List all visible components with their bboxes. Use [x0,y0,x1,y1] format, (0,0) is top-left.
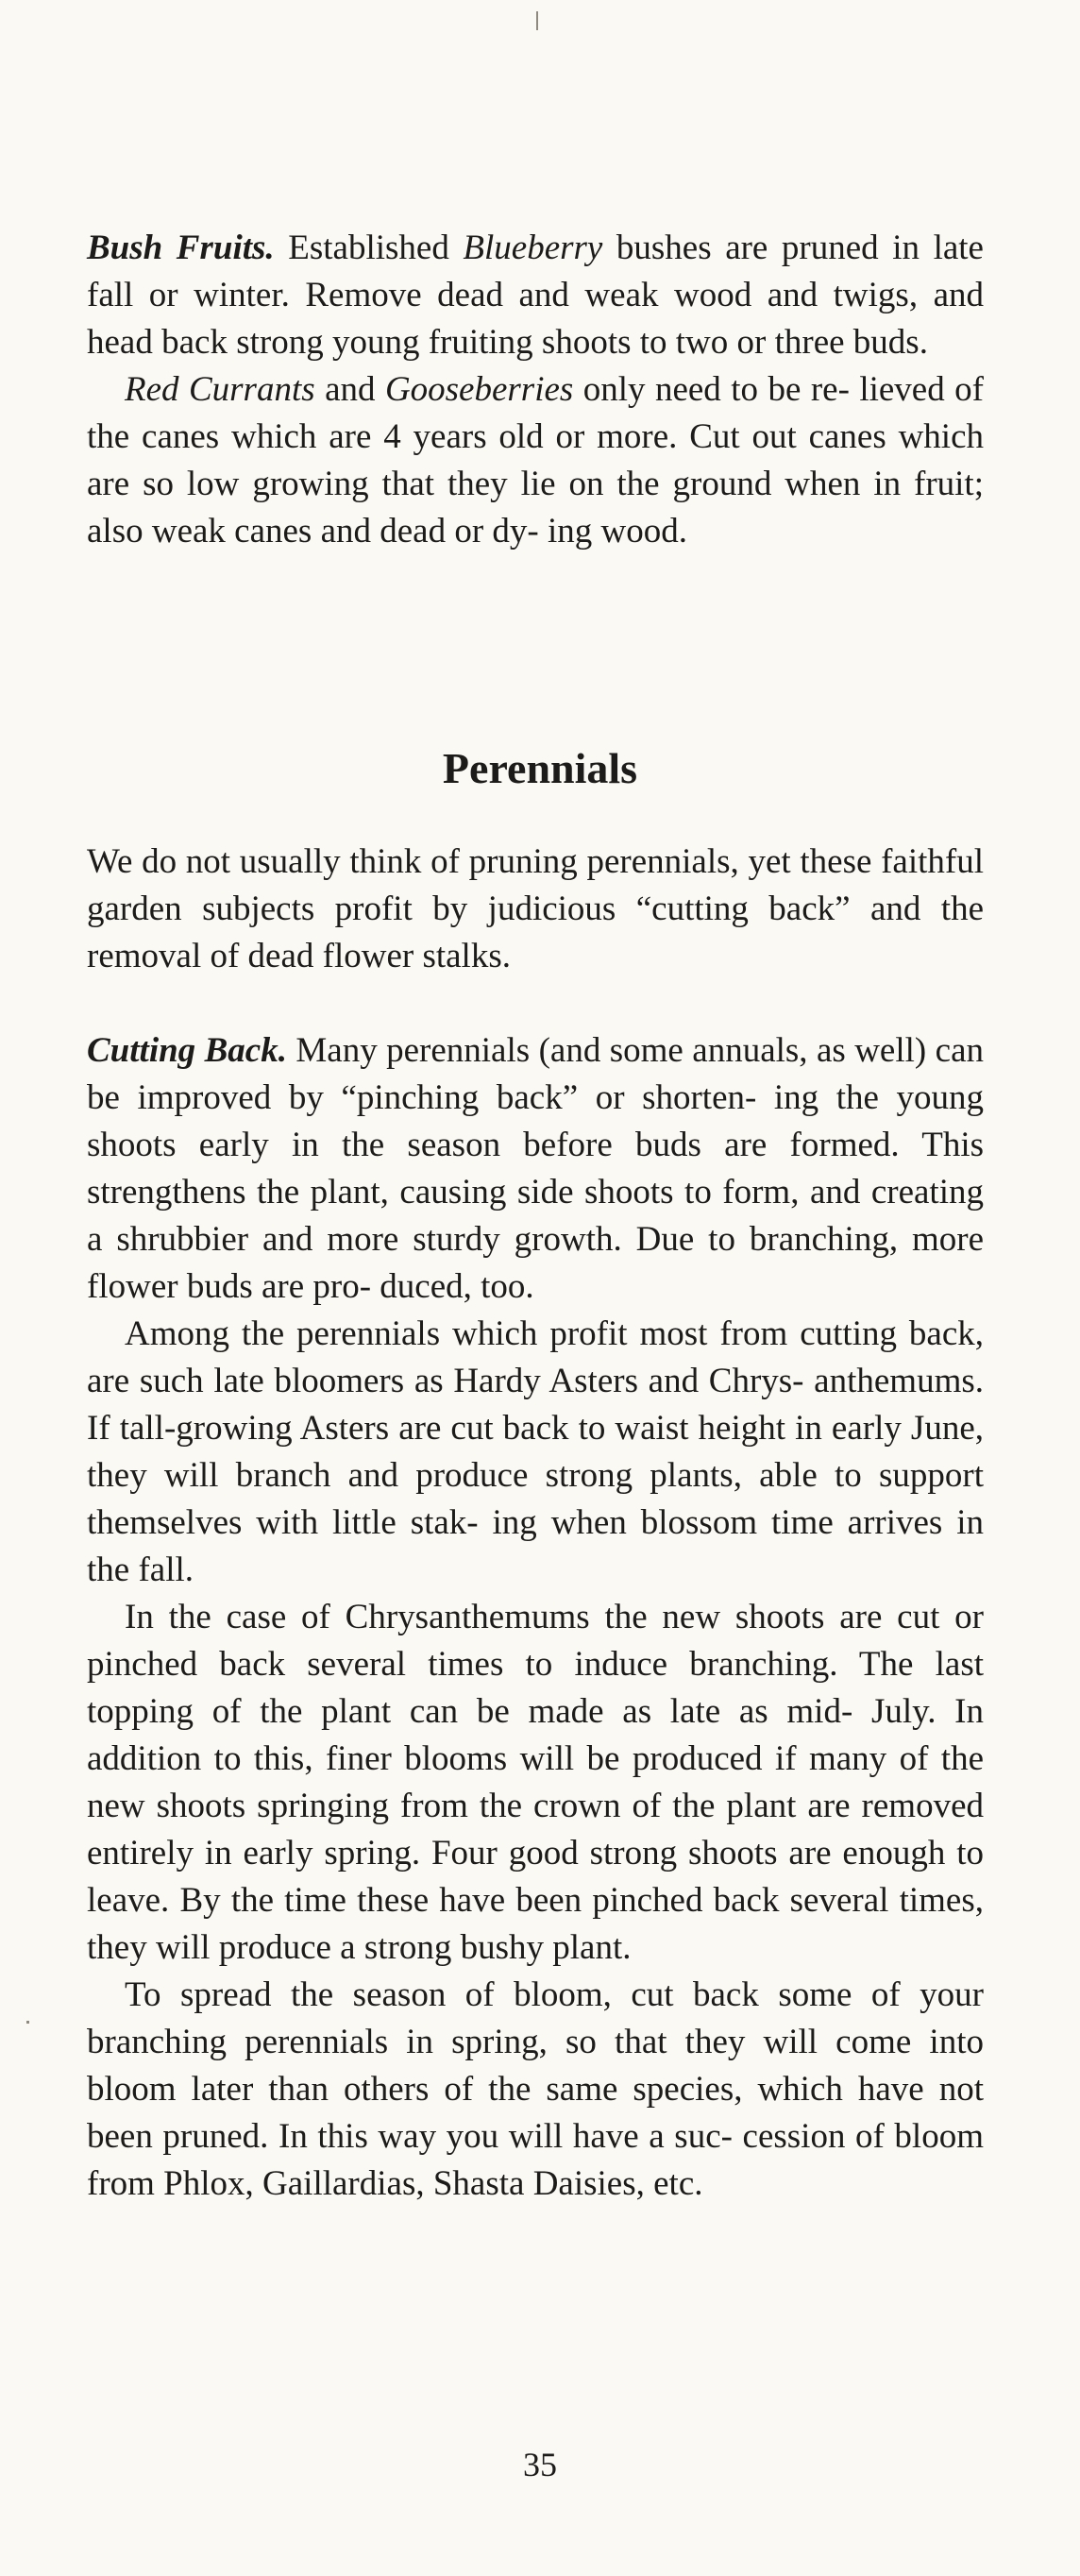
cutting-back-paragraph: Cutting Back. Many perennials (and some annuals, as well) can be improved by “pinching back” or shorten- ing the young shoots early in the season before buds are formed. This strengthens the plant, causing side shoots to form, and creating a shrubbier and more sturdy growth. Due to branching, more flower buds are pro- duced, too. [87,1031,984,1306]
section-lead-cutting-back: Cutting Back. [87,1031,287,1070]
currants-paragraph: Red Currants and Gooseberries only need to be re- lieved of the canes which are 4 years old or more. Cut out canes which are so low growing that they lie on the ground when in fruit; also weak canes and dead or dy- ing wood. [87,370,984,551]
perennials-intro [87,839,984,980]
chrysanthemums-paragraph: In the case of Chrysanthemums the new shoots are cut or pinched back several times to induce branching. The last topping of the plant can be made as late as mid- July. In addition to this, finer blooms will be produced if many of the new shoots springing from the crown of the plant are removed entirely in early spring. Four good strong shoots are enough to leave. By the time these have been pinched back several times, they will produce a strong bushy plant. [87,1598,984,1967]
paper-speck [26,2021,29,2024]
season-of-bloom-paragraph: To spread the season of bloom, cut back some of your branching perennials in spring, so that they will come into bloom later than others of the same species, which have not been pruned. In this way you will have a suc- cession of bloom from Phlox, Gaillardias, Shasta Daisies, etc. [87,1975,984,2203]
section-lead-bush-fruits: Bush Fruits. [87,229,275,267]
cutting-back-section [87,1027,984,2208]
bush-fruits-paragraph: Bush Fruits. Established Blueberry bushes are pruned in late fall or winter. Remove dead and weak wood and twigs, and head back strong young fruiting shoots to two or three buds. [87,229,984,362]
paper-speck [536,11,538,30]
section-heading: Perennials [442,744,638,792]
intro-paragraph: We do not usually think of pruning perennials, yet these faithful garden subjects profit by judicious “cutting back” and the removal of dead flower stalks. [87,842,984,975]
bush-fruits-section [87,225,984,555]
page-number: 35 [523,2446,557,2483]
asters-paragraph: Among the perennials which profit most from cutting back, are such late bloomers as Hardy Asters and Chrys- anthemums. If tall-growing Asters are cut back to waist height in early June, they will branch and produce strong plants, able to support themselves with little stak- ing when blossom time arrives in the fall. [87,1314,984,1589]
